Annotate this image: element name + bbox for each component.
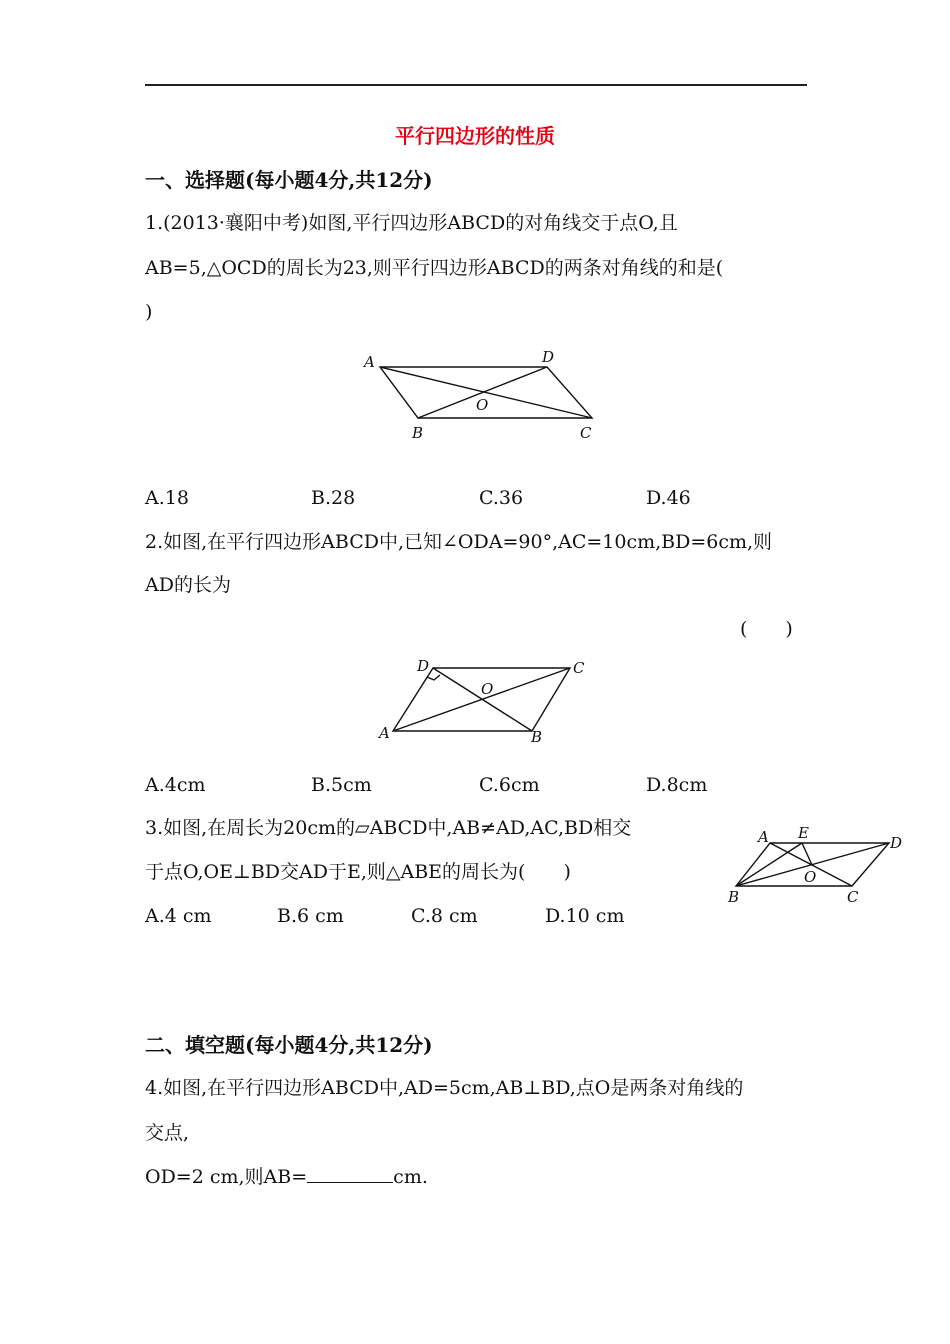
q2-label-d: D [417, 657, 430, 675]
page-title: 平行四边形的性质 [395, 124, 555, 148]
q1-label-c: C [580, 424, 592, 442]
q2-label-c: C [573, 659, 585, 677]
q1-line2: AB=5,△OCD的周长为23,则平行四边形ABCD的两条对角线的和是( [145, 257, 724, 279]
q3-figure [722, 820, 912, 910]
q2-figure [375, 655, 595, 750]
q4-line1: 4.如图,在平行四边形ABCD中,AD=5cm,AB⊥BD,点O是两条对角线的 [145, 1077, 744, 1099]
q2-option-b: B.5cm [311, 774, 372, 796]
q3-label-e: E [798, 824, 809, 842]
q2-label-a: A [379, 724, 390, 742]
q3-option-b: B.6 cm [277, 905, 344, 927]
q3-label-a: A [758, 828, 769, 846]
q3-line1: 3.如图,在周长为20cm的▱ABCD中,AB≠AD,AC,BD相交 [145, 817, 632, 839]
q1-label-a: A [364, 353, 375, 371]
header-rule [145, 84, 807, 86]
section1-heading: 一、选择题(每小题4分,共12分) [145, 168, 433, 192]
q1-option-b: B.28 [311, 487, 356, 509]
q3-option-a: A.4 cm [145, 905, 212, 927]
q1-option-a: A.18 [145, 487, 189, 509]
section2-heading: 二、填空题(每小题4分,共12分) [145, 1033, 433, 1057]
q1-label-d: D [542, 348, 555, 366]
q1-label-b: B [412, 424, 424, 442]
q2-option-d: D.8cm [646, 774, 708, 796]
q3-option-d: D.10 cm [545, 905, 625, 927]
q1-label-o: O [476, 396, 489, 414]
q3-line2: 于点O,OE⊥BD交AD于E,则△ABE的周长为( ) [145, 861, 571, 883]
q2-answer-paren: ( ) [740, 618, 793, 640]
q4-line3-prefix: OD=2 cm,则AB= [145, 1166, 308, 1188]
q2-diagonal-bd [433, 668, 532, 731]
q1-line3: ) [145, 301, 153, 323]
q3-label-c: C [847, 888, 859, 906]
q2-label-o: O [481, 680, 494, 698]
q3-option-c: C.8 cm [411, 905, 478, 927]
q2-label-b: B [531, 728, 543, 746]
q3-label-o: O [804, 868, 817, 886]
q3-label-b: B [728, 888, 740, 906]
q2-right-angle-mark [427, 675, 440, 680]
q1-line1: 1.(2013·襄阳中考)如图,平行四边形ABCD的对角线交于点O,且 [145, 212, 678, 234]
q2-option-c: C.6cm [479, 774, 540, 796]
q4-line2: 交点, [145, 1122, 190, 1144]
q4-line3-suffix: cm. [393, 1166, 428, 1188]
q3-label-d: D [890, 834, 903, 852]
q2-line1: 2.如图,在平行四边形ABCD中,已知∠ODA=90°,AC=10cm,BD=6cm,则 [145, 531, 773, 553]
q3-segment-be [736, 843, 802, 886]
q1-option-c: C.36 [479, 487, 524, 509]
q2-option-a: A.4cm [145, 774, 206, 796]
q2-line2: AD的长为 [145, 574, 231, 596]
q4-line3 [145, 1164, 428, 1190]
q1-figure [360, 345, 610, 445]
q4-answer-blank[interactable] [307, 1164, 393, 1183]
q1-option-d: D.46 [646, 487, 691, 509]
